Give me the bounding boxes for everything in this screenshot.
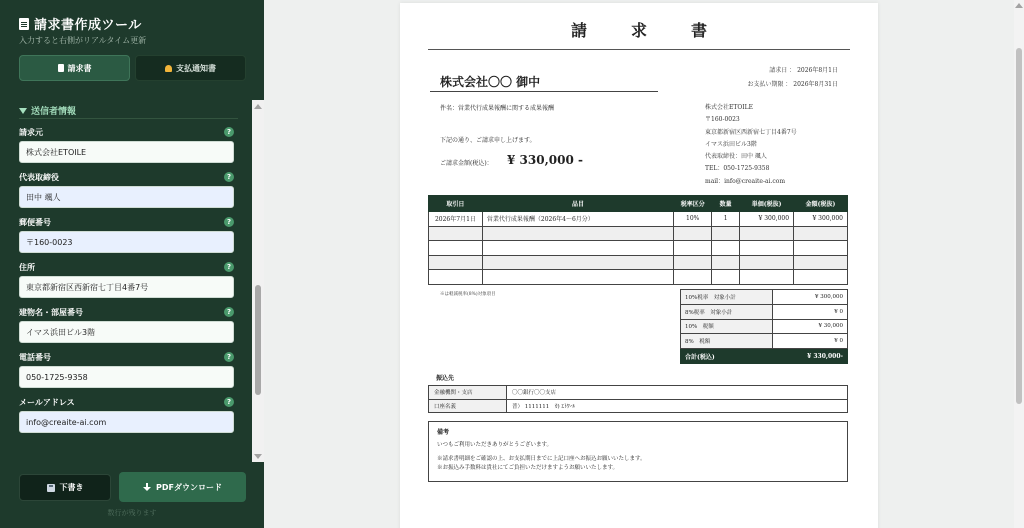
field-representative — [19, 172, 234, 214]
field-label: 電話番号 — [19, 353, 51, 362]
tab-invoice-label: 請求書 — [67, 63, 92, 73]
help-icon[interactable]: ? — [224, 307, 234, 317]
phone-input[interactable] — [19, 366, 234, 388]
field-label: 請求元 — [19, 128, 43, 137]
table-cell — [429, 270, 483, 285]
summary-table — [680, 289, 848, 364]
summary-row — [681, 319, 848, 334]
invoice-paper — [400, 3, 878, 528]
greeting: 下記の通り、ご請求申し上げます。 — [440, 137, 536, 144]
table-cell — [482, 226, 673, 241]
title-char: 書 — [691, 21, 708, 40]
summary-value: ¥ 30,000 — [773, 319, 848, 334]
table-cell — [794, 226, 848, 241]
sidebar-scrollbar[interactable] — [252, 100, 264, 462]
issuer-line: 東京都新宿区西新宿七丁目4番7号 — [705, 128, 797, 136]
column-header: 単価(税抜) — [740, 196, 794, 212]
field-label: メールアドレス — [19, 398, 75, 407]
remarks-line: いつもご利用いただきありがとうございます。 — [437, 442, 553, 448]
issue-date: 請求日 ： 2026年8月1日 — [769, 67, 838, 74]
summary-value: ¥ 0 — [773, 334, 848, 349]
summary-label: 10%税率 対象小計 — [681, 290, 773, 305]
building-input[interactable] — [19, 321, 234, 343]
remarks-title: 備考 — [437, 429, 450, 436]
title-rule — [428, 49, 850, 50]
table-cell — [740, 241, 794, 256]
summary-row — [681, 304, 848, 319]
table-cell: 1 — [712, 212, 740, 227]
summary-row — [681, 334, 848, 349]
table-cell — [674, 255, 712, 270]
scrollbar-thumb[interactable] — [255, 285, 261, 395]
table-row — [429, 241, 848, 256]
column-header: 金額(税抜) — [794, 196, 848, 212]
summary-label: 8% 税額 — [681, 334, 773, 349]
column-header: 品目 — [482, 196, 673, 212]
tax-note: ※は軽減税率(8%)対象項目 — [440, 292, 496, 297]
column-header: 税率区分 — [674, 196, 712, 212]
field-label: 郵便番号 — [19, 218, 51, 227]
section-title: 送信者情報 — [31, 107, 77, 117]
sender-form — [0, 100, 252, 462]
table-cell — [482, 270, 673, 285]
save-draft-button[interactable] — [19, 474, 111, 501]
document-icon — [58, 64, 64, 72]
email-input[interactable] — [19, 411, 234, 433]
bell-icon — [165, 65, 172, 72]
issuer-line: イマス浜田ビル3階 — [705, 140, 757, 148]
subject: 件名：営業代行成果報酬に関する成果報酬 — [440, 105, 555, 112]
table-cell — [712, 226, 740, 241]
column-header: 数量 — [712, 196, 740, 212]
floppy-disk-icon — [47, 484, 55, 492]
grand-total-row — [681, 349, 848, 364]
field-email — [19, 397, 234, 439]
scroll-up-arrow-icon[interactable] — [1015, 3, 1023, 8]
title-char: 請 — [570, 21, 587, 40]
field-label: 住所 — [19, 263, 35, 272]
bank-row — [429, 399, 848, 413]
table-cell — [794, 255, 848, 270]
summary-value: ¥ 300,000 — [773, 290, 848, 305]
help-icon[interactable]: ? — [224, 397, 234, 407]
app-title — [19, 14, 142, 33]
grand-total-label: 合計(税込) — [681, 349, 773, 364]
help-icon[interactable]: ? — [224, 262, 234, 272]
table-cell — [712, 270, 740, 285]
bank-row — [429, 386, 848, 400]
issuer-line: mail：info@creaite-ai.com — [705, 177, 786, 185]
table-cell — [712, 241, 740, 256]
table-cell — [429, 226, 483, 241]
help-icon[interactable]: ? — [224, 352, 234, 362]
app-title-text: 請求書作成ツール — [34, 18, 142, 33]
preview-scrollbar[interactable] — [1014, 0, 1024, 528]
client-name: 株式会社〇〇 御中 — [440, 75, 541, 89]
table-cell: 2026年7月1日 — [429, 212, 483, 227]
remarks-line: ※請求書明細をご確認の上、お支払期日までに上記口座へお振込お願いいたします。 — [437, 456, 646, 462]
help-icon[interactable]: ? — [224, 217, 234, 227]
issuer-block — [705, 102, 797, 188]
scrollbar-thumb[interactable] — [1016, 48, 1022, 404]
summary-row — [681, 290, 848, 305]
download-icon — [143, 483, 151, 492]
bank-table — [428, 385, 848, 413]
field-issuer — [19, 127, 234, 169]
table-cell — [482, 255, 673, 270]
field-phone — [19, 352, 234, 394]
bank-title: 振込先 — [436, 375, 455, 382]
table-cell: ¥ 300,000 — [794, 212, 848, 227]
table-cell: ¥ 300,000 — [740, 212, 794, 227]
divider — [19, 118, 238, 119]
table-cell — [794, 241, 848, 256]
table-cell — [482, 241, 673, 256]
column-header: 取引日 — [429, 196, 483, 212]
table-cell — [740, 226, 794, 241]
scroll-down-arrow-icon[interactable] — [254, 454, 262, 459]
tab-payment-notice-label: 支払通知書 — [176, 63, 216, 73]
table-header-row — [429, 196, 848, 212]
summary-label: 10% 税額 — [681, 319, 773, 334]
table-cell — [740, 255, 794, 270]
client-rule — [430, 91, 658, 92]
table-row — [429, 270, 848, 285]
footer-note: 数行が残ります — [107, 509, 157, 517]
due-date: お支払い期限 ： 2026年8月31日 — [747, 81, 838, 88]
table-row — [429, 226, 848, 241]
table-cell — [794, 270, 848, 285]
section-header-sender[interactable] — [19, 104, 76, 117]
invoice-title — [400, 18, 878, 41]
issuer-input[interactable] — [19, 141, 234, 163]
bank-value: 〇〇銀行〇〇支店 — [507, 386, 848, 400]
remarks-box — [428, 421, 848, 482]
help-icon[interactable]: ? — [224, 127, 234, 137]
scroll-up-arrow-icon[interactable] — [254, 104, 262, 109]
address-input[interactable] — [19, 276, 234, 298]
table-cell — [674, 270, 712, 285]
total-label: ご請求金額(税込)： — [440, 160, 493, 167]
pdf-download-button[interactable] — [119, 472, 246, 502]
field-label: 代表取締役 — [19, 173, 59, 182]
bank-value: 普） 1111111 ｶ) ｴﾄﾜｰﾙ — [507, 399, 848, 413]
issuer-line: 代表取締役：田中 颯人 — [705, 153, 767, 161]
save-draft-label: 下書き — [59, 483, 84, 492]
summary-label: 8%税率 対象小計 — [681, 304, 773, 319]
issuer-line: 株式会社ETOILE — [705, 104, 754, 111]
table-cell: 営業代行成果報酬（2026年4〜6月分） — [482, 212, 673, 227]
bank-label: 金融機関・支店 — [429, 386, 507, 400]
table-cell — [674, 241, 712, 256]
field-building — [19, 307, 234, 349]
table-row — [429, 255, 848, 270]
help-icon[interactable]: ? — [224, 172, 234, 182]
invoice-preview — [264, 0, 1024, 528]
table-cell — [429, 241, 483, 256]
table-cell — [674, 226, 712, 241]
summary-value: ¥ 0 — [773, 304, 848, 319]
postal-code-input[interactable] — [19, 231, 234, 253]
field-address — [19, 262, 234, 304]
table-cell: 10% — [674, 212, 712, 227]
field-label: 建物名・部屋番号 — [19, 308, 83, 317]
items-table — [428, 195, 848, 285]
bank-label: 口座名義 — [429, 399, 507, 413]
table-row — [429, 212, 848, 227]
total-amount: ¥ 330,000 - — [507, 153, 583, 167]
table-cell — [740, 270, 794, 285]
table-cell — [429, 255, 483, 270]
title-char: 求 — [630, 21, 647, 40]
tab-invoice[interactable] — [19, 55, 130, 81]
triangle-down-icon — [19, 108, 27, 114]
remarks-line: ※お振込み手数料は貴社にてご負担いただけますようお願いいたします。 — [437, 465, 619, 471]
field-postal-code — [19, 217, 234, 259]
tab-payment-notice[interactable] — [135, 55, 246, 81]
pdf-download-label: PDFダウンロード — [156, 482, 222, 492]
grand-total-value: ¥ 330,000- — [773, 349, 848, 364]
table-cell — [712, 255, 740, 270]
app-subtitle: 入力すると右側がリアルタイム更新 — [19, 36, 147, 45]
sidebar — [0, 0, 264, 528]
representative-input[interactable] — [19, 186, 234, 208]
document-icon — [19, 18, 29, 30]
issuer-line: TEL：050-1725-9358 — [705, 165, 770, 173]
issuer-line: 〒160-0023 — [705, 116, 740, 124]
